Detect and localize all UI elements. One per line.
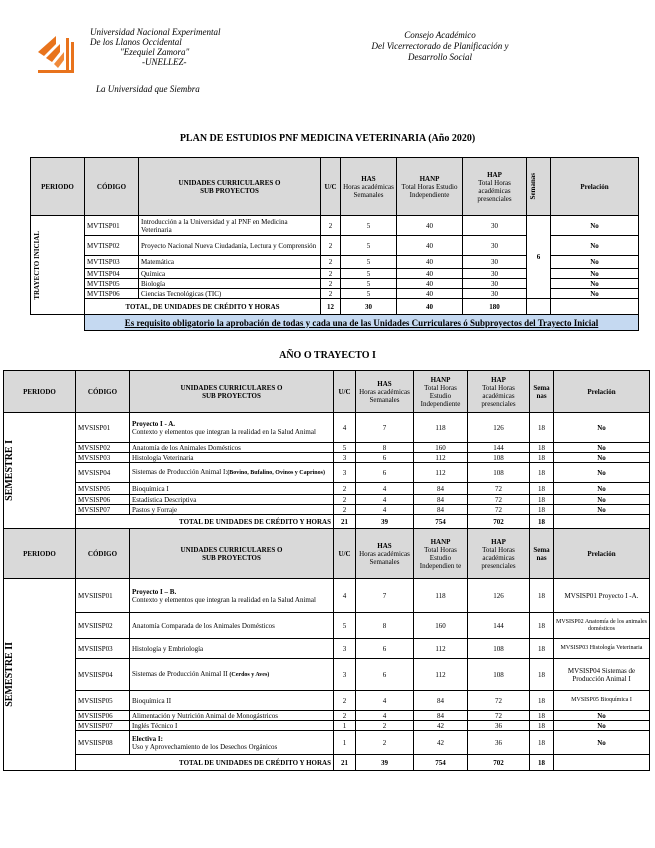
has-cell: 4 [356,505,414,515]
hanp-cell: 40 [397,236,463,256]
semanas-cell: 18 [530,691,554,711]
code-cell: MVSISP05 [76,483,130,495]
total-label: TOTAL DE UNIDADES DE CRÉDITO Y HORAS [76,515,334,529]
uc-cell: 4 [334,413,356,443]
header-semanas: Sema nas [530,371,554,413]
hap-cell: 108 [468,659,530,691]
hanp-cell: 40 [397,269,463,279]
hap-cell: 144 [468,613,530,639]
hanp-cell: 160 [414,613,468,639]
hap-cell: 30 [463,216,527,236]
header-semanas: Semanas [527,158,551,216]
header-prelacion: Prelación [554,529,650,579]
hanp-cell: 40 [397,279,463,289]
has-cell: 5 [341,236,397,256]
total-hanp: 40 [397,299,463,315]
header-hap: HAP Total Horas académicas presenciales [468,529,530,579]
unellez-logo [36,32,76,76]
uc-cell: 2 [334,505,356,515]
has-cell: 7 [356,579,414,613]
header-unidades: UNIDADES CURRICULARES O SUB PROYECTOS [130,529,334,579]
code-cell: MVTISP03 [85,256,139,269]
header-prelacion: Prelación [551,158,639,216]
uc-cell: 1 [334,721,356,731]
has-cell: 4 [356,711,414,721]
has-cell: 4 [356,483,414,495]
has-cell: 2 [356,731,414,755]
semanas-cell: 18 [530,483,554,495]
has-cell: 6 [356,453,414,463]
header-periodo: PERIODO [4,529,76,579]
header-periodo: PERIODO [4,371,76,413]
unit-name: Sistemas de Producción Animal I:(Bovino, Bufalino, Ovinos y Caprinos) [130,463,334,483]
hanp-cell: 40 [397,256,463,269]
hap-cell: 30 [463,256,527,269]
hanp-cell: 84 [414,483,468,495]
header-semanas: Sema nas [530,529,554,579]
hanp-cell: 40 [397,216,463,236]
hanp-cell: 160 [414,443,468,453]
hap-cell: 30 [463,269,527,279]
unit-name: Anatomía Comparada de los Animales Domésticos [130,613,334,639]
hanp-cell: 112 [414,639,468,659]
hap-cell: 72 [468,495,530,505]
unit-name: Estadística Descriptiva [130,495,334,505]
header-unidades: UNIDADES CURRICULARES O SUB PROYECTOS [130,371,334,413]
semanas-cell: 18 [530,453,554,463]
hanp-cell: 84 [414,495,468,505]
uc-cell: 5 [334,443,356,453]
header-codigo: CÓDIGO [85,158,139,216]
hap-cell: 126 [468,413,530,443]
hanp-cell: 118 [414,579,468,613]
semanas-cell: 18 [530,495,554,505]
code-cell: MVSIISP08 [76,731,130,755]
has-cell: 8 [356,443,414,453]
unit-name: Bioquímica I [130,483,334,495]
uc-cell: 2 [321,269,341,279]
code-cell: MVSISP01 [76,413,130,443]
prelacion-cell: No [554,443,650,453]
periodo-cell: SEMESTRE I [4,413,76,529]
prelacion-cell: No [554,721,650,731]
total-uc: 12 [321,299,341,315]
semanas-cell: 18 [530,505,554,515]
total-hap: 180 [463,299,527,315]
uc-cell: 2 [321,256,341,269]
uc-cell: 2 [321,289,341,299]
code-cell: MVTISP04 [85,269,139,279]
header-uc: U/C [334,529,356,579]
uc-cell: 2 [334,711,356,721]
hap-cell: 108 [468,453,530,463]
prelacion-cell: No [551,256,639,269]
uc-cell: 3 [334,463,356,483]
code-cell: MVSIISP06 [76,711,130,721]
semanas-cell: 18 [530,711,554,721]
hap-cell: 72 [468,483,530,495]
hanp-cell: 112 [414,463,468,483]
prelacion-cell: No [551,279,639,289]
semanas-cell: 18 [530,613,554,639]
unit-name: Sistemas de Producción Animal II (Cerdos y Aves) [130,659,334,691]
header-uc: U/C [334,371,356,413]
code-cell: MVSIISP02 [76,613,130,639]
prelacion-cell: No [554,711,650,721]
total-hanp: 754 [414,515,468,529]
document-title: PLAN DE ESTUDIOS PNF MEDICINA VETERINARIA (Año 2020) [179,133,476,144]
semanas-cell: 18 [530,659,554,691]
hanp-cell: 84 [414,505,468,515]
unit-name: Matemática [139,256,321,269]
header-hanp: HANP Total Horas Estudio Independien te [414,529,468,579]
has-cell: 5 [341,289,397,299]
code-cell: MVSISP06 [76,495,130,505]
header-has: HAS Horas académicas Semanales [341,158,397,216]
has-cell: 2 [356,721,414,731]
unit-name: Biología [139,279,321,289]
semanas-cell: 6 [527,216,551,299]
total-uc: 21 [334,755,356,771]
prelacion-cell: No [551,289,639,299]
university-name: Universidad Nacional Experimental De los Llanos Occidental "Ezequiel Zamora" -UNELLEZ- [90,27,221,67]
hap-cell: 144 [468,443,530,453]
total-semanas: 18 [530,755,554,771]
code-cell: MVTISP05 [85,279,139,289]
prelacion-cell: MVSISP03 Histología Veterinaria [554,639,650,659]
prelacion-cell: No [554,495,650,505]
total-hanp: 754 [414,755,468,771]
prelacion-cell: MVSISP01 Proyecto I -A. [554,579,650,613]
uc-cell: 1 [334,731,356,755]
code-cell: MVSIISP07 [76,721,130,731]
total-label: TOTAL DE UNIDADES DE CRÉDITO Y HORAS [76,755,334,771]
unit-name: Histología Veterinaria [130,453,334,463]
header-hanp: HANP Total Horas Estudio Independiente [414,371,468,413]
unit-name: Bioquímica II [130,691,334,711]
uc-cell: 3 [334,453,356,463]
has-cell: 5 [341,279,397,289]
total-semanas: 18 [530,515,554,529]
header-hanp: HANP Total Horas Estudio Independiente [397,158,463,216]
hanp-cell: 84 [414,691,468,711]
hap-cell: 72 [468,691,530,711]
unit-name: Alimentación y Nutrición Animal de Monogástricos [130,711,334,721]
prelacion-cell: No [554,483,650,495]
hap-cell: 30 [463,236,527,256]
prelacion-cell: MVSISP05 Bioquímica I [554,691,650,711]
prelacion-cell: No [551,269,639,279]
hanp-cell: 112 [414,659,468,691]
hap-cell: 108 [468,639,530,659]
header-hap: HAP Total Horas académicas presenciales [468,371,530,413]
hap-cell: 72 [468,505,530,515]
prelacion-cell: No [554,731,650,755]
uc-cell: 4 [334,579,356,613]
code-cell: MVTISP01 [85,216,139,236]
hanp-cell: 42 [414,721,468,731]
header-has: HAS Horas académicas Semanales [356,371,414,413]
unit-name: Introducción a la Universidad y al PNF en Medicina Veterinaria [139,216,321,236]
uc-cell: 2 [321,236,341,256]
total-has: 39 [356,515,414,529]
hap-cell: 30 [463,289,527,299]
code-cell: MVSIISP01 [76,579,130,613]
prelacion-cell: No [554,413,650,443]
periodo-cell: TRAYECTO INICIAL [31,216,85,315]
total-has: 30 [341,299,397,315]
hap-cell: 36 [468,721,530,731]
motto: La Universidad que Siembra [96,84,200,94]
semanas-cell: 18 [530,443,554,453]
uc-cell: 2 [321,216,341,236]
hanp-cell: 40 [397,289,463,299]
unit-name: Química [139,269,321,279]
has-cell: 4 [356,691,414,711]
table-trayecto-inicial [30,157,639,331]
periodo-cell: SEMESTRE II [4,579,76,771]
prelacion-cell: No [554,453,650,463]
unit-name: Anatomía de los Animales Domésticos [130,443,334,453]
code-cell: MVTISP02 [85,236,139,256]
hanp-cell: 112 [414,453,468,463]
uc-cell: 2 [321,279,341,289]
total-uc: 21 [334,515,356,529]
requirement-note: Es requisito obligatorio la aprobación de todas y cada una de las Unidades Curriculares ó Subproyectos del Trayecto Inicial [85,315,639,331]
unit-name: Histología y Embriología [130,639,334,659]
semanas-cell: 18 [530,463,554,483]
has-cell: 7 [356,413,414,443]
hanp-cell: 42 [414,731,468,755]
total-label: TOTAL, DE UNIDADES DE CRÉDITO Y HORAS [85,299,321,315]
code-cell: MVSISP04 [76,463,130,483]
hap-cell: 126 [468,579,530,613]
code-cell: MVTISP06 [85,289,139,299]
unit-name: Electiva I: Uso y Aprovechamiento de los Desechos Orgánicos [130,731,334,755]
header-unidades: UNIDADES CURRICULARES O SUB PROYECTOS [139,158,321,216]
header-has: HAS Horas académicas Semanales [356,529,414,579]
total-has: 39 [356,755,414,771]
unit-name: Proyecto I - A. Contexto y elementos que integran la realidad en la Salud Animal [130,413,334,443]
prelacion-cell: MVSISP04 Sistemas de Producción Animal I [554,659,650,691]
code-cell: MVSISP03 [76,453,130,463]
semanas-cell: 18 [530,639,554,659]
hanp-cell: 84 [414,711,468,721]
hap-cell: 72 [468,711,530,721]
header-hap: HAP Total Horas académicas presenciales [463,158,527,216]
total-hap: 702 [468,755,530,771]
has-cell: 8 [356,613,414,639]
prelacion-cell: No [554,463,650,483]
code-cell: MVSISP07 [76,505,130,515]
uc-cell: 2 [334,495,356,505]
year-title: AÑO O TRAYECTO I [279,350,376,361]
header-prelacion: Prelación [554,371,650,413]
council-name: Consejo Académico Del Vicerrectorado de Planificación y Desarrollo Social [371,30,509,62]
unit-name: Proyecto I – B. Contexto y elementos que integran la realidad en la Salud Animal [130,579,334,613]
prelacion-cell: No [554,505,650,515]
has-cell: 4 [356,495,414,505]
code-cell: MVSIISP04 [76,659,130,691]
semanas-cell: 18 [530,731,554,755]
uc-cell: 2 [334,483,356,495]
semanas-cell: 18 [530,579,554,613]
uc-cell: 2 [334,691,356,711]
hap-cell: 30 [463,279,527,289]
uc-cell: 3 [334,639,356,659]
unit-name: Proyecto Nacional Nueva Ciudadanía, Lectura y Comprensión [139,236,321,256]
has-cell: 5 [341,256,397,269]
hap-cell: 36 [468,731,530,755]
header-periodo: PERIODO [31,158,85,216]
unit-name: Ciencias Tecnológicas (TIC) [139,289,321,299]
code-cell: MVSIISP05 [76,691,130,711]
has-cell: 6 [356,463,414,483]
semanas-cell: 18 [530,721,554,731]
code-cell: MVSISP02 [76,443,130,453]
prelacion-cell: No [551,216,639,236]
hap-cell: 108 [468,463,530,483]
unit-name: Inglés Técnico I [130,721,334,731]
header-uc: U/C [321,158,341,216]
total-hap: 702 [468,515,530,529]
has-cell: 5 [341,216,397,236]
hanp-cell: 118 [414,413,468,443]
header-codigo: CÓDIGO [76,529,130,579]
prelacion-cell: No [551,236,639,256]
has-cell: 6 [356,659,414,691]
prelacion-cell: MVSISP02 Anatomía de los animales domésticos [554,613,650,639]
semanas-cell: 18 [530,413,554,443]
table-trayecto-i [3,370,650,771]
uc-cell: 5 [334,613,356,639]
uc-cell: 3 [334,659,356,691]
has-cell: 5 [341,269,397,279]
has-cell: 6 [356,639,414,659]
unit-name: Pastos y Forraje [130,505,334,515]
code-cell: MVSIISP03 [76,639,130,659]
header-codigo: CÓDIGO [76,371,130,413]
